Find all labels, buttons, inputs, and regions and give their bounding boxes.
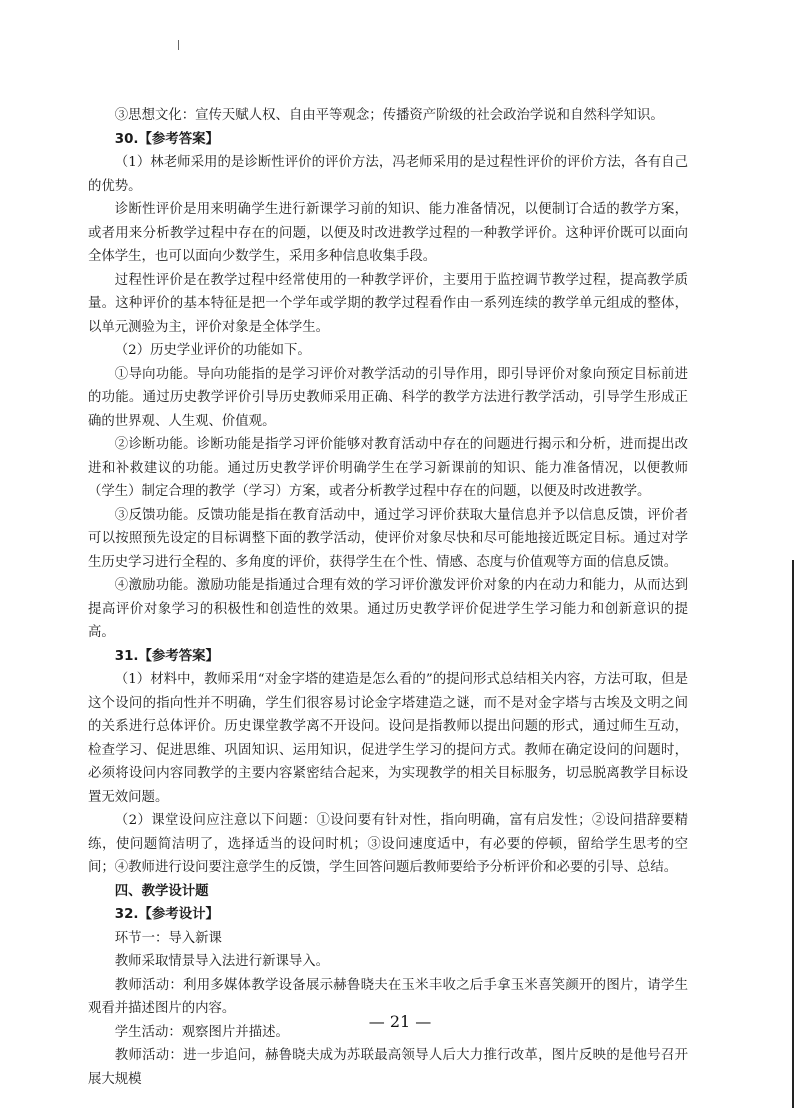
paragraph: ①导向功能。导向功能指的是学习评价对教学活动的引导作用，即引导评价对象向预定目标前进的功能。通过历史教学评价引导历史教师采用正确、科学的教学方法进行教学活动，引导学生形成正确的世界观、人生观、价值观。 [88, 366, 688, 429]
paragraph: ③思想文化：宣传天赋人权、自由平等观念；传播资产阶级的社会政治学说和自然科学知识。 [114, 108, 664, 123]
paragraph: （1）林老师采用的是诊断性评价的评价方法，冯老师采用的是过程性评价的评价方法，各有自己的优势。 [88, 155, 688, 194]
document-body [88, 104, 688, 1091]
binding-edge-line [792, 560, 794, 1108]
paragraph: 诊断性评价是用来明确学生进行新课学习前的知识、能力准备情况，以便制订合适的教学方案，或者用来分析教学过程中存在的问题，以便及时改进教学过程的一种教学评价。这种评价既可以面向全体学生，也可以面向少数学生，采用多种信息收集手段。 [88, 202, 688, 264]
section-heading: 31.【参考答案】 [114, 648, 219, 664]
section-heading: 30.【参考答案】 [114, 131, 219, 147]
section-heading: 四、教学设计题 [114, 883, 209, 899]
paragraph: （1）材料中，教师采用“对金字塔的建造是怎么看的”的提问形式总结相关内容，方法可取，但是这个设问的指向性并不明确，学生们很容易讨论金字塔建造之谜，而不是对金字塔与古埃及文明之间的关系进行总体评价。历史课堂教学离不开设问。设问是指教师以提出问题的形式，通过师生互动，检查学习、促进思维、巩固知识、运用知识，促进学生学习的提问方式。教师在确定设问的问题时，必须将设问内容同教学的主要内容紧密结合起来，为实现教学的相关目标服务，切忌脱离教学目标设置无效问题。 [88, 672, 688, 805]
section-heading: 32.【参考设计】 [114, 907, 219, 922]
paragraph: 教师活动：进一步追问，赫鲁晓夫成为苏联最高领导人后大力推行改革，图片反映的是他号召开展大规模 [88, 1048, 688, 1087]
paragraph: （2）课堂设问应注意以下问题：①设问要有针对性，指向明确，富有启发性；②设问措辞要精练，使问题简洁明了，选择适当的设问时机；③设问速度适中，有必要的停顿，留给学生思考的空间；④教师进行设问要注意学生的反馈，学生回答问题后教师要给予分析评价和必要的引导、总结。 [88, 813, 688, 875]
paragraph: ②诊断功能。诊断功能是指学习评价能够对教育活动中存在的问题进行揭示和分析，进而提出改进和补救建议的功能。通过历史教学评价明确学生在学习新课前的知识、能力准备情况，以便教师（学生）制定合理的教学（学习）方案，或者分析教学过程中存在的问题，以便及时改进教学。 [88, 437, 688, 499]
paragraph: ③反馈功能。反馈功能是指在教育活动中，通过学习评价获取大量信息并予以信息反馈，评价者可以按照预先设定的目标调整下面的教学活动，使评价对象尽快和尽可能地接近既定目标。通过对学生历史学习进行全程的、多角度的评价，获得学生在个性、情感、态度与价值观等方面的信息反馈。 [88, 507, 688, 570]
page-number: — 21 — [368, 1012, 432, 1031]
paragraph: 环节一：导入新课 [114, 930, 222, 946]
paragraph: （2）历史学业评价的功能如下。 [114, 343, 311, 358]
paragraph: 学生活动：观察图片并描述。 [114, 1024, 289, 1040]
paragraph: ④激励功能。激励功能是指通过合理有效的学习评价激发评价对象的内在动力和能力，从而达到提高评价对象学习的积极性和创造性的效果。通过历史教学评价促进学生学习能力和创新意识的提高。 [88, 578, 688, 640]
paragraph: 教师活动：利用多媒体教学设备展示赫鲁晓夫在玉米丰收之后手拿玉米喜笑颜开的图片，请学生观看并描述图片的内容。 [88, 977, 688, 1016]
paragraph: 过程性评价是在教学过程中经常使用的一种教学评价，主要用于监控调节教学过程，提高教学质量。这种评价的基本特征是把一个学年或学期的教学过程看作由一系列连续的教学单元组成的整体，以单元测验为主，评价对象是全体学生。 [88, 272, 688, 335]
paragraph: 教师采取情景导入法进行新课导入。 [114, 954, 330, 969]
scan-mark [178, 40, 179, 50]
